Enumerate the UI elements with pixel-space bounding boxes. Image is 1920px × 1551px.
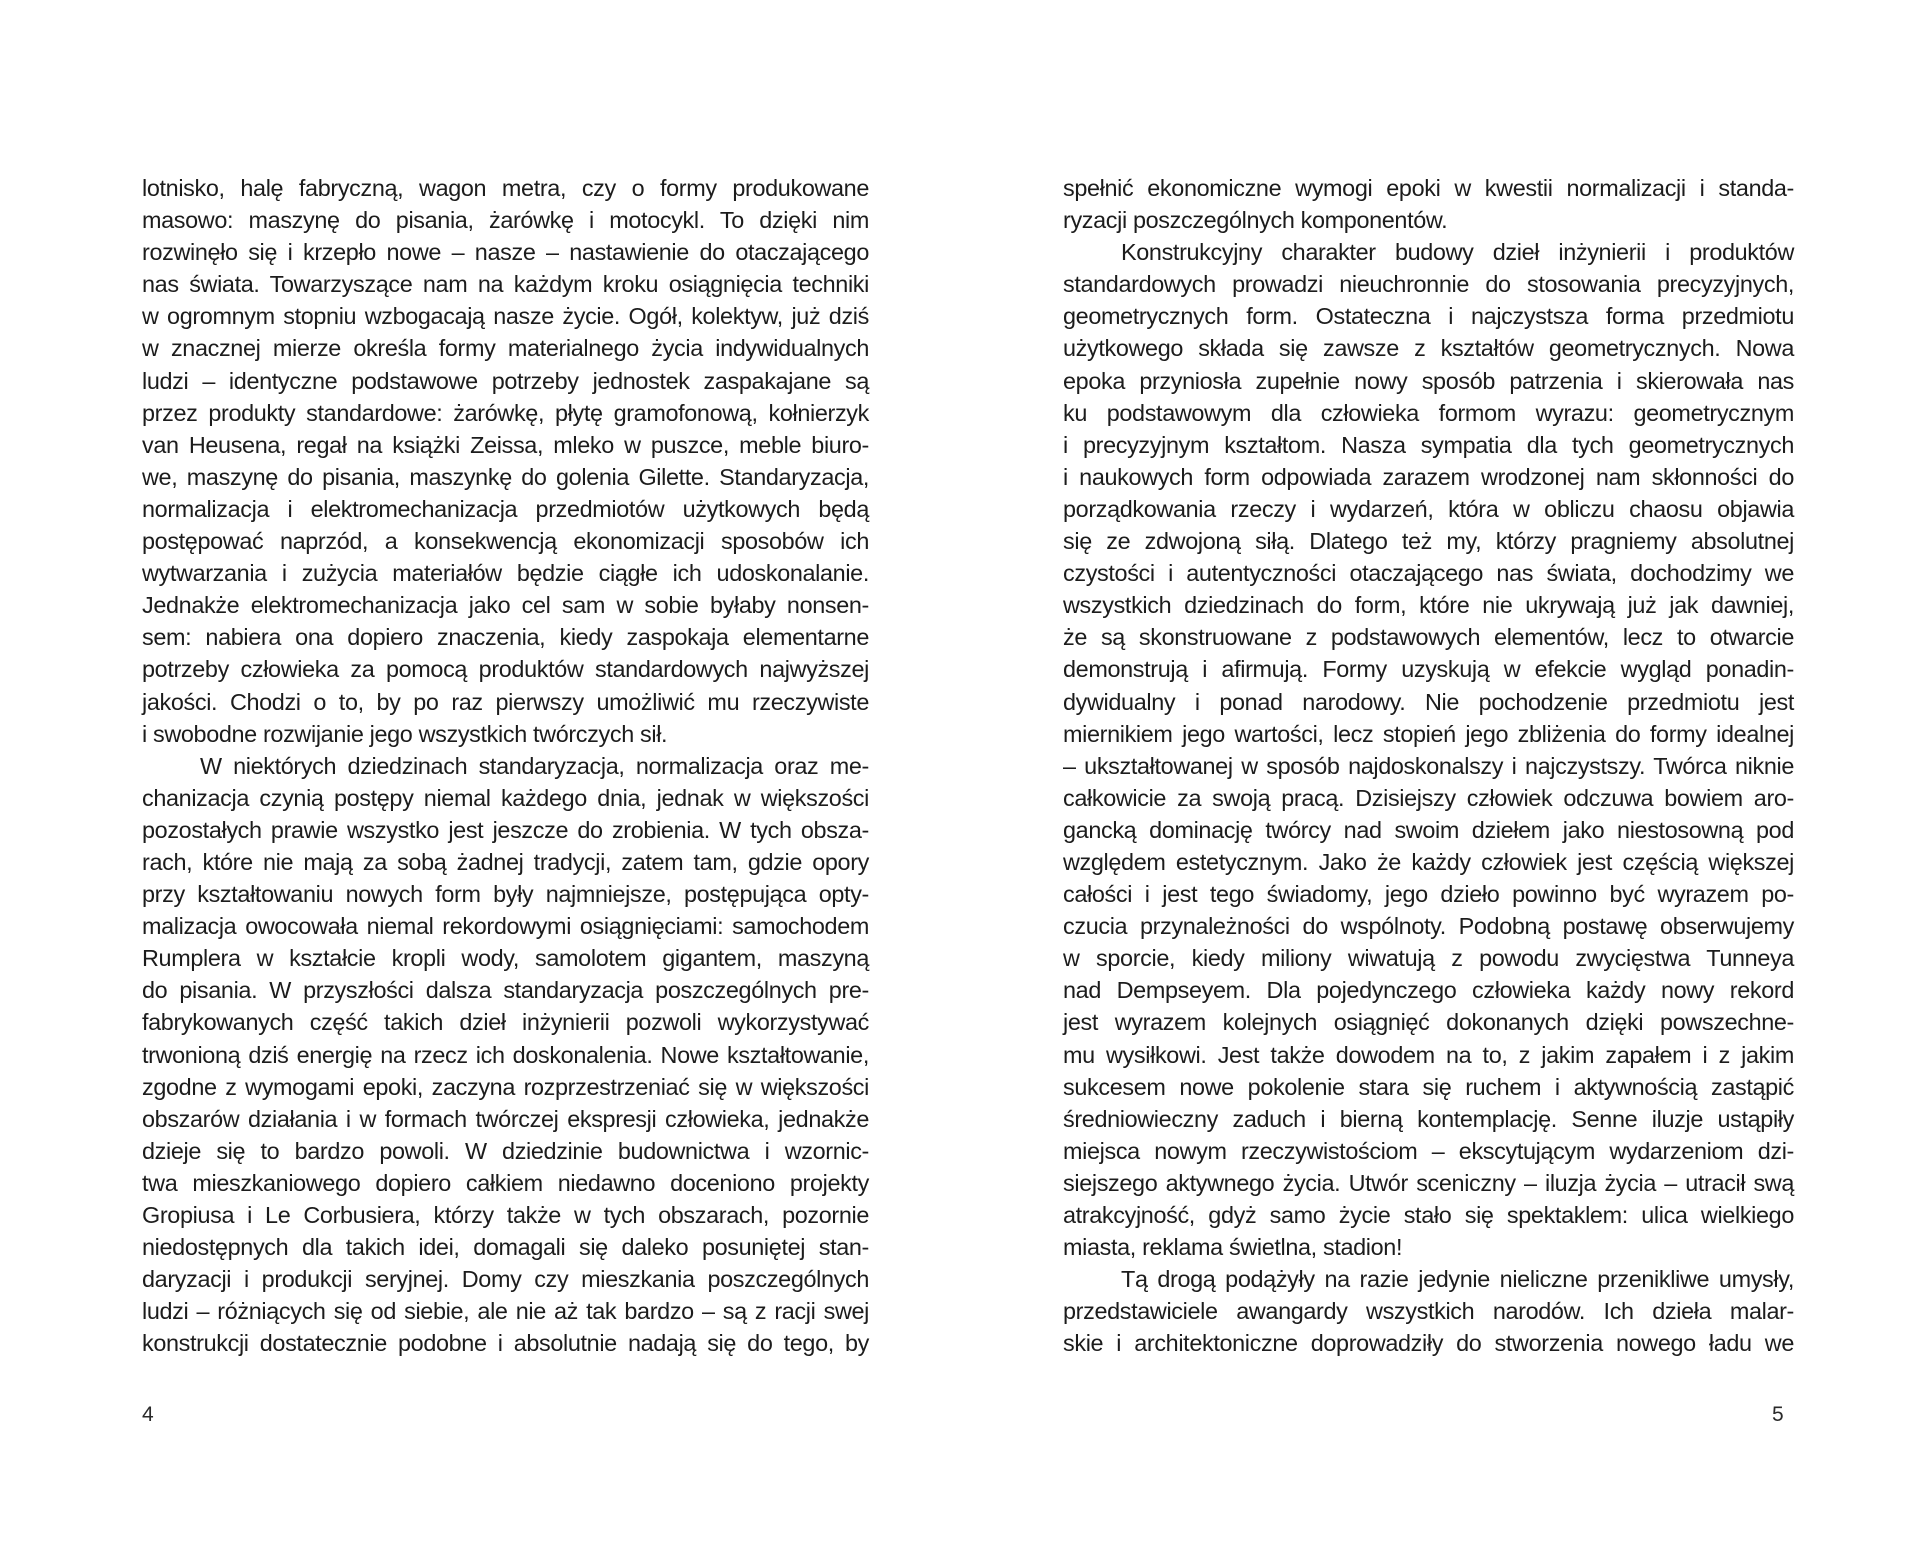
text-line: ludzi – identyczne podstawowe potrzeby jednostek zaspakajane są <box>142 367 869 394</box>
text-line: spełnić ekonomiczne wymogi epoki w kwestii normalizacji i standa- <box>1063 175 1794 201</box>
text-line: sem: nabiera ona dopiero znaczenia, kiedy zaspokaja elementarne <box>142 624 869 651</box>
text-line: dywidualny i ponad narodowy. Nie pochodzenie przedmiotu jest <box>1063 688 1794 715</box>
text-line: w sporcie, kiedy miliony wiwatują z powodu zwycięstwa Tunneya <box>1063 945 1794 972</box>
text-line: nad Dempseyem. Dla pojedynczego człowieka każdy nowy rekord <box>1063 977 1794 1004</box>
text-line: niedostępnych dla takich idei, domagali się daleko posuniętej stan- <box>142 1234 869 1261</box>
text-line: czystości i autentyczności otaczającego nas świata, dochodzimy we <box>1063 560 1794 587</box>
text-line: średniowieczny zaduch i bierną kontemplację. Senne iluzje ustąpiły <box>1063 1105 1794 1132</box>
text-line: Gropiusa i Le Corbusiera, którzy także w tych obszarach, pozornie <box>142 1202 869 1228</box>
text-line: porządkowania rzeczy i wydarzeń, która w obliczu chaosu objawia <box>1063 495 1794 522</box>
text-line: ludzi – różniących się od siebie, ale nie aż tak bardzo – są z racji swej <box>142 1298 869 1325</box>
text-line: chanizacja czynią postępy niemal każdego dnia, jednak w większości <box>142 784 869 811</box>
text-line: ku podstawowym dla człowieka formom wyrazu: geometrycznym <box>1063 399 1794 426</box>
text-line: trwonioną dziś energię na rzecz ich doskonalenia. Nowe kształtowanie, <box>142 1041 869 1068</box>
text-line: całkowicie za swoją pracą. Dzisiejszy człowiek odczuwa bowiem aro- <box>1063 784 1794 811</box>
text-line: daryzacji i produkcji seryjnej. Domy czy mieszkania poszczególnych <box>142 1266 869 1293</box>
text-line: w znacznej mierze określa formy materialnego życia indywidualnych <box>142 335 869 362</box>
text-line: miasta, reklama świetlna, stadion! <box>1063 1234 1403 1261</box>
text-line: we, maszynę do pisania, maszynkę do golenia Gilette. Standaryzacja, <box>142 463 869 490</box>
text-line: demonstrują i afirmują. Formy uzyskują w efekcie wygląd ponadin- <box>1063 656 1794 683</box>
text-line: że są skonstruowane z podstawowych elementów, lecz to otwarcie <box>1063 624 1794 651</box>
text-line: postępować naprzód, a konsekwencją ekonomizacji sposobów ich <box>142 528 869 555</box>
text-line: rozwinęło się i krzepło nowe – nasze – nastawienie do otaczającego <box>142 239 869 266</box>
text-line: malizacja owocowała niemal rekordowymi osiągnięciami: samochodem <box>142 913 869 940</box>
left-page-text-column <box>142 172 869 1359</box>
text-line: obszarów działania i w formach twórczej ekspresji człowieka, jednakże <box>142 1105 869 1132</box>
text-line: potrzeby człowieka za pomocą produktów standardowych najwyższej <box>142 656 869 683</box>
text-line: w ogromnym stopniu wzbogacają nasze życie. Ogół, kolektyw, już dziś <box>142 303 869 330</box>
text-line: sukcesem nowe pokolenie stara się ruchem i aktywnością zastąpić <box>1063 1073 1794 1100</box>
text-line: rach, które nie mają za sobą żadnej tradycji, zatem tam, gdzie opory <box>142 848 869 875</box>
text-line: fabrykowanych część takich dzieł inżynierii pozwoli wykorzystywać <box>142 1009 869 1036</box>
text-line: jakości. Chodzi o to, by po raz pierwszy umożliwić mu rzeczywiste <box>142 688 869 715</box>
text-line: przy kształtowaniu nowych form były najmniejsze, postępująca opty- <box>142 881 869 908</box>
text-line: masowo: maszynę do pisania, żarówkę i motocykl. To dzięki nim <box>142 207 869 234</box>
text-line: atrakcyjność, gdyż samo życie stało się spektaklem: ulica wielkiego <box>1063 1202 1794 1228</box>
text-line: przedstawiciele awangardy wszystkich narodów. Ich dzieła malar- <box>1063 1298 1794 1325</box>
paragraph-first-line: Tą drogą podążyły na razie jedynie nieliczne przenikliwe umysły, <box>1121 1266 1794 1293</box>
text-line: do pisania. W przyszłości dalsza standaryzacja poszczególnych pre- <box>142 977 869 1004</box>
text-line: epoka przyniosła zupełnie nowy sposób patrzenia i skierowała nas <box>1063 367 1794 394</box>
paragraph-first-line: Konstrukcyjny charakter budowy dzieł inżynierii i produktów <box>1121 239 1794 266</box>
text-line: nas świata. Towarzyszące nam na każdym kroku osiągnięcia techniki <box>142 271 869 298</box>
text-line: van Heusena, regał na książki Zeissa, mleko w puszce, meble biuro- <box>142 431 869 458</box>
text-line: względem estetycznym. Jako że każdy człowiek jest częścią większej <box>1063 848 1794 875</box>
text-line: Rumplera w kształcie kropli wody, samolotem gigantem, maszyną <box>142 945 869 972</box>
text-line: miejsca nowym rzeczywistościom – ekscytującym wydarzeniom dzi- <box>1063 1137 1794 1164</box>
left-page-number: 4 <box>142 1403 154 1426</box>
text-line: i naukowych form odpowiada zarazem wrodzonej nam skłonności do <box>1063 463 1794 490</box>
text-line: normalizacja i elektromechanizacja przedmiotów użytkowych będą <box>142 495 869 522</box>
text-line: jest wyrazem kolejnych osiągnięć dokonanych dzięki powszechne- <box>1063 1009 1794 1036</box>
text-line: i swobodne rozwijanie jego wszystkich twórczych sił. <box>142 720 668 747</box>
text-line: i precyzyjnym kształtom. Nasza sympatia dla tych geometrycznych <box>1063 431 1794 458</box>
text-line: wszystkich dziedzinach do form, które nie ukrywają już jak dawniej, <box>1063 592 1794 619</box>
text-line: przez produkty standardowe: żarówkę, płytę gramofonową, kołnierzyk <box>142 399 869 426</box>
text-line: czucia przynależności do wspólnoty. Podobną postawę obserwujemy <box>1063 913 1794 940</box>
text-line: dzieje się to bardzo powoli. W dziedzinie budownictwa i wzornic- <box>142 1137 869 1164</box>
right-page <box>960 0 1920 1551</box>
text-line: użytkowego składa się zawsze z kształtów geometrycznych. Nowa <box>1063 335 1794 362</box>
text-line: siejszego aktywnego życia. Utwór sceniczny – iluzja życia – utracił swą <box>1063 1169 1794 1196</box>
text-line: skie i architektoniczne doprowadziły do stworzenia nowego ładu we <box>1063 1330 1794 1357</box>
text-line: się ze zdwojoną siłą. Dlatego też my, którzy pragniemy absolutnej <box>1063 528 1794 555</box>
text-line: całości i jest tego świadomy, jego dzieło powinno być wyrazem po- <box>1063 881 1794 908</box>
text-line: mu wysiłkowi. Jest także dowodem na to, z jakim zapałem i z jakim <box>1063 1041 1794 1068</box>
text-line: lotnisko, halę fabryczną, wagon metra, czy o formy produkowane <box>142 175 869 201</box>
text-line: konstrukcji dostatecznie podobne i absolutnie nadają się do tego, by <box>142 1330 869 1357</box>
text-line: standardowych prowadzi nieuchronnie do stosowania precyzyjnych, <box>1063 271 1794 298</box>
text-line: wytwarzania i zużycia materiałów będzie ciągłe ich udoskonalanie. <box>142 560 869 587</box>
text-line: miernikiem jego wartości, lecz stopień jego zbliżenia do formy idealnej <box>1063 720 1794 747</box>
text-line: – ukształtowanej w sposób najdoskonalszy i najczystszy. Twórca niknie <box>1063 752 1794 779</box>
text-line: zgodne z wymogami epoki, zaczyna rozprzestrzeniać się w większości <box>142 1073 869 1100</box>
text-line: ryzacji poszczególnych komponentów. <box>1063 207 1448 234</box>
text-line: geometrycznych form. Ostateczna i najczystsza forma przedmiotu <box>1063 303 1794 330</box>
right-page-number: 5 <box>1772 1403 1784 1426</box>
paragraph-first-line: W niektórych dziedzinach standaryzacja, normalizacja oraz me- <box>200 752 869 779</box>
text-line: twa mieszkaniowego dopiero całkiem niedawno doceniono projekty <box>142 1169 869 1196</box>
right-page-text-column <box>1063 172 1794 1359</box>
text-line: gancką dominację twórcy nad swoim dziełem jako niestosowną pod <box>1063 816 1794 843</box>
text-line: Jednakże elektromechanizacja jako cel sam w sobie byłaby nonsen- <box>142 592 869 619</box>
text-line: pozostałych prawie wszystko jest jeszcze do zrobienia. W tych obsza- <box>142 816 869 843</box>
